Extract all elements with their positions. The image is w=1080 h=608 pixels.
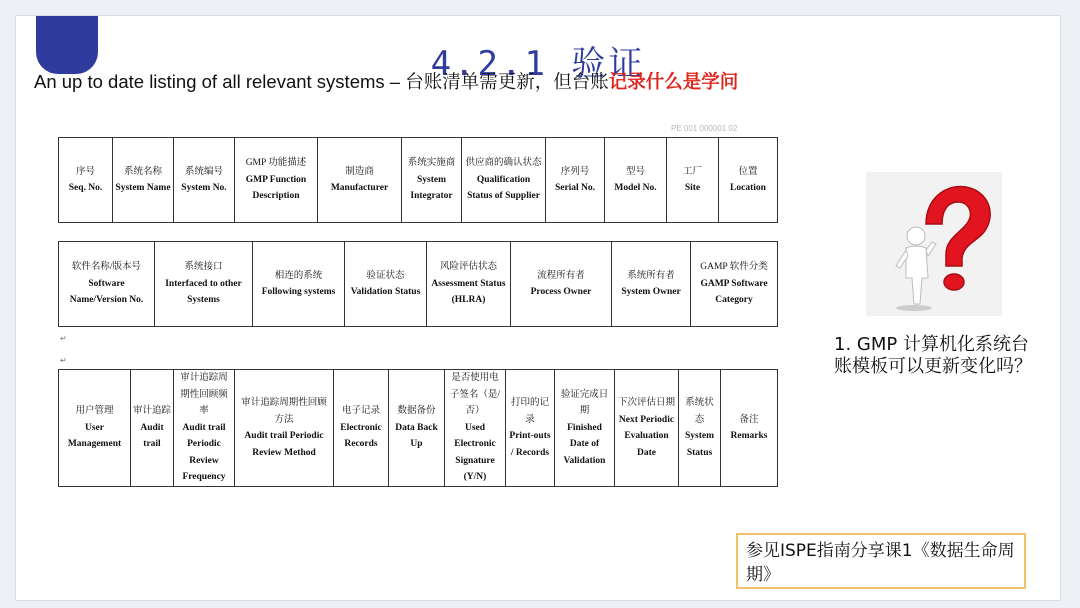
table-cell xyxy=(612,242,691,327)
subtitle-text: An up to date listing of all relevant systems – 台账清单需更新，但台账 xyxy=(34,71,609,92)
cell-label-zh: 工厂 xyxy=(682,166,702,177)
cell-label-en: Used Electronic Signature (Y/N) xyxy=(454,422,496,483)
faint-header-note: PE 001 000001 02 xyxy=(671,124,738,133)
cell-label-zh: 相连的系统 xyxy=(274,270,323,281)
cell-label-en: Validation Status xyxy=(350,287,421,297)
cell-label-zh: 流程所有者 xyxy=(537,270,585,281)
cell-label-zh: 用户管理 xyxy=(75,406,114,417)
cell-label-zh: 系统所有者 xyxy=(627,270,675,281)
cell-label-en: System Name xyxy=(115,183,171,193)
subtitle-highlight: 记录什么是学问 xyxy=(608,71,739,92)
table-cell xyxy=(667,138,719,223)
cell-label-en: User Management xyxy=(67,422,122,450)
inventory-table-3 xyxy=(58,369,778,487)
table-cell xyxy=(334,370,389,487)
table-row xyxy=(59,242,778,327)
table-cell xyxy=(719,138,778,223)
cell-label-zh: 电子记录 xyxy=(341,406,380,417)
table-cell xyxy=(402,138,462,223)
table-cell xyxy=(59,242,155,327)
cell-label-en: Software Name/Version No. xyxy=(69,278,144,306)
table-cell xyxy=(615,370,679,487)
question-mark-figure-image xyxy=(866,172,1002,316)
cell-label-zh: 系统编号 xyxy=(184,166,223,177)
cell-label-zh: 风险评估状态 xyxy=(439,262,497,273)
table-cell xyxy=(131,370,174,487)
table-cell xyxy=(113,138,174,223)
cell-label-en: Audit trail xyxy=(140,422,164,450)
table-cell xyxy=(679,370,721,487)
cell-label-en: Audit trail Periodic Review Frequency xyxy=(182,422,226,483)
table-cell xyxy=(445,370,506,487)
cell-label-zh: 是否使用电子签名（是/否） xyxy=(449,373,501,417)
table-cell xyxy=(235,370,334,487)
cell-label-zh: 制造商 xyxy=(345,166,374,177)
cell-label-en: Serial No. xyxy=(554,183,596,193)
paragraph-mark: ↵ xyxy=(60,334,67,343)
table-cell xyxy=(253,242,345,327)
cell-label-zh: 验证状态 xyxy=(366,270,405,281)
cell-label-en: Audit trail Periodic Review Method xyxy=(244,431,324,458)
cell-label-zh: 系统实施商 xyxy=(407,158,456,169)
cell-label-zh: GMP 功能描述 xyxy=(245,158,307,169)
cell-label-zh: 供应商的确认状态 xyxy=(465,158,542,169)
slide xyxy=(16,16,1060,600)
cell-label-en: Following systems xyxy=(261,287,336,297)
cell-label-en: Model No. xyxy=(614,183,657,193)
cell-label-zh: 审计追踪周期性回顾方法 xyxy=(241,398,327,425)
cell-label-zh: 下次评估日期 xyxy=(617,398,675,408)
inventory-table-2 xyxy=(58,241,778,327)
cell-label-en: GMP Function Description xyxy=(245,174,307,202)
table-cell xyxy=(174,370,235,487)
table-cell xyxy=(59,370,131,487)
cell-label-en: Assessment Status (HLRA) xyxy=(431,278,506,306)
cell-label-zh: 序列号 xyxy=(560,166,590,177)
cell-label-en: System Status xyxy=(684,431,715,458)
cell-label-en: Location xyxy=(730,183,766,193)
table-cell xyxy=(318,138,402,223)
table-cell xyxy=(345,242,427,327)
cell-label-zh: GAMP 软件分类 xyxy=(700,262,768,273)
cell-label-zh: 位置 xyxy=(738,166,758,177)
cell-label-zh: 型号 xyxy=(625,166,645,177)
cell-label-zh: 验证完成日期 xyxy=(560,389,609,417)
cell-label-en: Electronic Records xyxy=(340,422,382,450)
paragraph-mark: ↵ xyxy=(60,356,67,365)
cell-label-en: Qualification Status of Supplier xyxy=(467,174,540,202)
table-cell xyxy=(59,138,113,223)
cell-label-en: Print-outs / Records xyxy=(509,431,551,458)
table-cell xyxy=(155,242,253,327)
table-cell xyxy=(389,370,445,487)
cell-label-zh: 审计追踪周期性回顾频率 xyxy=(180,373,228,417)
table-cell xyxy=(691,242,778,327)
question-text: 1. GMP 计算机化系统台账模板可以更新变化吗？ xyxy=(834,334,1032,377)
cell-label-en: Manufacturer xyxy=(330,183,389,193)
table-cell xyxy=(174,138,235,223)
cell-label-zh: 打印的记录 xyxy=(510,398,549,425)
cell-label-en: Process Owner xyxy=(530,287,592,297)
cell-label-zh: 数据备份 xyxy=(397,406,436,417)
table-cell xyxy=(555,370,615,487)
cell-label-zh: 备注 xyxy=(739,414,759,425)
table-cell xyxy=(427,242,511,327)
cell-label-en: Remarks xyxy=(730,431,768,441)
reference-callout: 参见ISPE指南分享课1《数据生命周期》 xyxy=(736,533,1026,589)
page-title: 4.2.1 验证 xyxy=(430,44,646,84)
table-row xyxy=(59,370,778,487)
cell-label-zh: 审计追踪 xyxy=(133,406,172,417)
cell-label-en: GAMP Software Category xyxy=(700,278,768,306)
table-cell xyxy=(721,370,778,487)
inventory-table-1 xyxy=(58,137,778,223)
subtitle xyxy=(34,68,738,94)
cell-label-zh: 系统状态 xyxy=(685,398,714,425)
cell-label-en: System No. xyxy=(181,183,227,193)
cell-label-zh: 软件名称/版本号 xyxy=(71,262,142,273)
cell-label-en: Site xyxy=(684,183,701,193)
cell-label-zh: 序号 xyxy=(75,166,95,177)
table-cell xyxy=(462,138,546,223)
table-row xyxy=(59,138,778,223)
table-cell xyxy=(546,138,605,223)
table-cell xyxy=(605,138,667,223)
table-cell xyxy=(511,242,612,327)
cell-label-en: Next Periodic Evaluation Date xyxy=(618,414,675,458)
cell-label-en: System Integrator xyxy=(410,174,453,202)
cell-label-en: Interfaced to other Systems xyxy=(165,278,242,306)
table-cell xyxy=(235,138,318,223)
cell-label-en: Data Back Up xyxy=(395,422,438,450)
cell-label-zh: 系统接口 xyxy=(184,262,223,273)
cell-label-en: Seq. No. xyxy=(68,183,103,193)
cell-label-en: System Owner xyxy=(621,287,681,297)
table-cell xyxy=(506,370,555,487)
cell-label-en: Finished Date of Validation xyxy=(563,422,606,466)
cell-label-zh: 系统名称 xyxy=(123,166,162,177)
